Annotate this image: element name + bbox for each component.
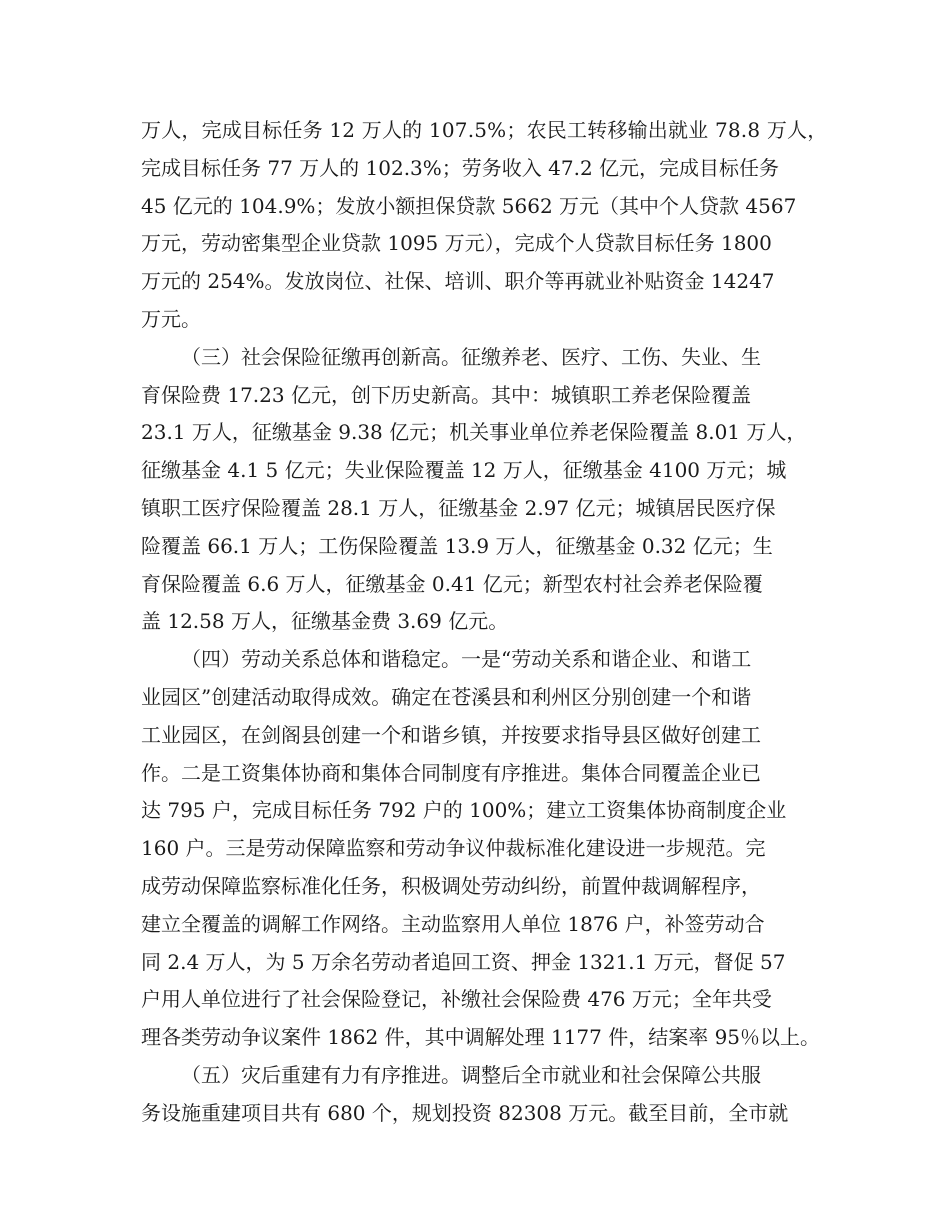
text-line: 万元的 254%。发放岗位、社保、培训、职介等再就业补贴资金 14247 xyxy=(141,269,775,294)
text-line: 户用人单位进行了社会保险登记，补缴社会保险费 476 万元；全年共受 xyxy=(141,987,772,1012)
text-line: 成劳动保障监察标准化任务，积极调处劳动纠纷，前置仲裁调解程序， xyxy=(141,873,761,898)
text-line: 完成目标任务 77 万人的 102.3%；劳务收入 47.2 亿元，完成目标任务 xyxy=(141,155,780,180)
text-line: 23.1 万人，征缴基金 9.38 亿元；机关事业单位养老保险覆盖 8.01 万人， xyxy=(141,420,807,445)
text-line: 理各类劳动争议案件 1862 件，其中调解处理 1177 件，结案率 95％以上。 xyxy=(141,1025,821,1050)
paragraph-heading-line: （三）社会保险征缴再创新高。征缴养老、医疗、工伤、失业、生 xyxy=(181,344,761,369)
text-line: 160 户。三是劳动保障监察和劳动争议仲裁标准化建设进一步规范。完 xyxy=(141,836,766,861)
text-line: 作。二是工资集体协商和集体合同制度有序推进。集体合同覆盖企业已 xyxy=(141,760,761,785)
text-line: 业园区”创建活动取得成效。确定在苍溪县和利州区分别创建一个和谐 xyxy=(141,684,752,709)
text-line: 镇职工医疗保险覆盖 28.1 万人，征缴基金 2.97 亿元；城镇居民医疗保 xyxy=(141,495,776,520)
text-line: 45 亿元的 104.9%；发放小额担保贷款 5662 万元（其中个人贷款 4567 xyxy=(141,193,797,218)
text-line: 育保险费 17.23 亿元，创下历史新高。其中：城镇职工养老保险覆盖 xyxy=(141,382,751,407)
text-line: 万元，劳动密集型企业贷款 1095 万元），完成个人贷款目标任务 1800 xyxy=(141,231,772,256)
text-line: 同 2.4 万人，为 5 万余名劳动者追回工资、押金 1321.1 万元，督促 57 xyxy=(141,949,786,974)
text-line: 征缴基金 4.1 5 亿元；失业保险覆盖 12 万人，征缴基金 4100 万元；城 xyxy=(141,458,787,483)
text-line: 万元。 xyxy=(141,306,201,331)
text-line: 险覆盖 66.1 万人；工伤保险覆盖 13.9 万人，征缴基金 0.32 亿元；生 xyxy=(141,533,773,558)
text-line: 育保险覆盖 6.6 万人，征缴基金 0.41 亿元；新型农村社会养老保险覆 xyxy=(141,571,763,596)
text-line: 务设施重建项目共有 680 个，规划投资 82308 万元。截至目前，全市就 xyxy=(141,1100,789,1125)
paragraph-heading-line: （四）劳动关系总体和谐稳定。一是“劳动关系和谐企业、和谐工 xyxy=(181,647,752,672)
text-line: 万人，完成目标任务 12 万人的 107.5%；农民工转移输出就业 78.8 万人， xyxy=(141,118,828,142)
paragraph-heading-line: （五）灾后重建有力有序推进。调整后全市就业和社会保障公共服 xyxy=(181,1062,761,1087)
text-line: 建立全覆盖的调解工作网络。主动监察用人单位 1876 户，补签劳动合 xyxy=(141,911,765,936)
text-line: 盖 12.58 万人，征缴基金费 3.69 亿元。 xyxy=(141,609,509,634)
body-text xyxy=(141,112,828,1133)
text-line: 达 795 户，完成目标任务 792 户的 100%；建立工资集体协商制度企业 xyxy=(141,798,787,823)
text-line: 工业园区，在剑阁县创建一个和谐乡镇，并按要求指导县区做好创建工 xyxy=(141,722,761,747)
